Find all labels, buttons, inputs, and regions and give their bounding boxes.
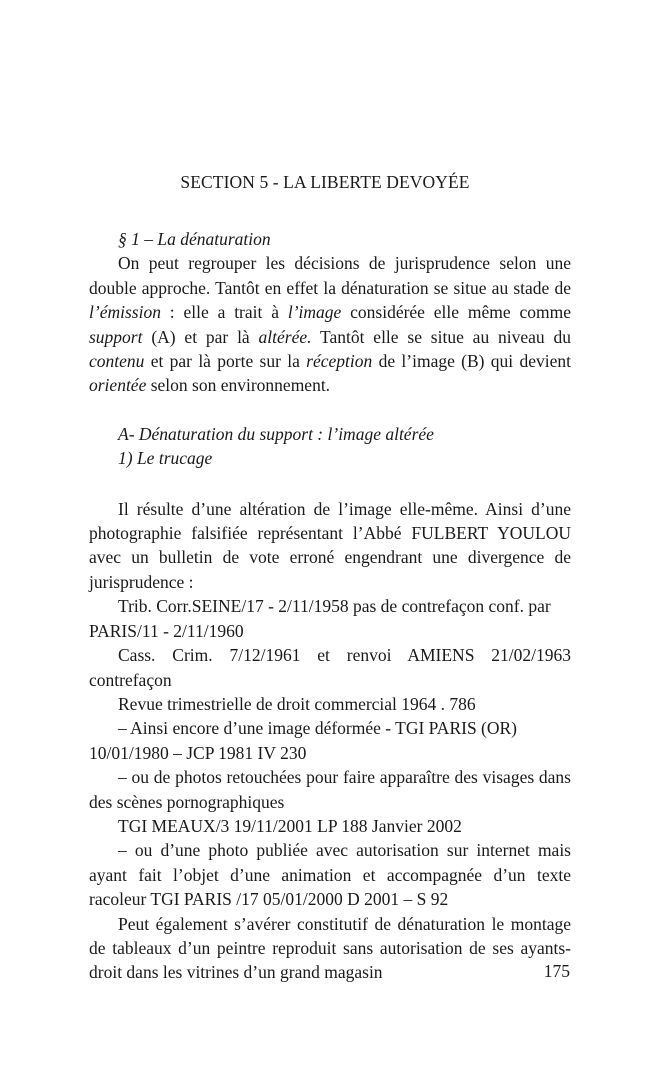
text-span: et par là porte sur la bbox=[144, 351, 307, 372]
citation-revue: Revue trimestrielle de droit commercial 1964 . 786 bbox=[118, 693, 476, 714]
paragraph-approach bbox=[89, 251, 571, 397]
subheading-a: A- Dénaturation du support : l’image altérée bbox=[118, 423, 434, 444]
emphasis: orientée bbox=[89, 375, 147, 396]
paragraph-ainsi: – Ainsi encore d’une image déformée - TGI PARIS (OR) 10/01/1980 – JCP 1981 IV 230 bbox=[89, 718, 518, 763]
paragraph-intro: Il résulte d’une altération de l’image elle-même. Ainsi d’une photographie falsifiée représentant l’Abbé FULBERT YOULOU avec un bulletin de vote erroné engendrant une divergence de jurisprudence : bbox=[89, 498, 571, 592]
paragraph-photo-internet: – ou d’une photo publiée avec autorisation sur internet mais ayant fait l’objet d’une animation et accompagnée d’un texte racoleur TGI PARIS /17 05/01/2000 D 2001 – S 92 bbox=[89, 840, 571, 910]
citation-cass: Cass. Crim. 7/12/1961 et renvoi AMIENS 21/02/1963 contrefaçon bbox=[89, 645, 571, 690]
text-span: : elle a trait à bbox=[160, 302, 288, 323]
emphasis: l’émission bbox=[89, 302, 161, 323]
text-span: considérée elle même comme bbox=[341, 302, 571, 323]
emphasis: altérée. bbox=[258, 326, 312, 347]
citation-trib: Trib. Corr.SEINE/17 - 2/11/1958 pas de contrefaçon conf. par PARIS/11 - 2/11/1960 bbox=[89, 596, 551, 641]
emphasis: contenu bbox=[89, 351, 145, 372]
body-text bbox=[89, 227, 571, 985]
emphasis: support bbox=[89, 326, 143, 347]
subheading-1: 1) Le trucage bbox=[118, 448, 213, 469]
text-span: (A) et par là bbox=[142, 326, 259, 347]
paragraph-montage: Peut également s’avérer constitutif de dénaturation le montage de tableaux d’un peintre reproduit sans autorisation de ses ayants-droit dans les vitrines d’un grand magasin bbox=[89, 913, 571, 983]
text-span: On peut regrouper les décisions de jurisprudence selon une double approche. Tantôt en effet la dénaturation se situe au stade de bbox=[89, 253, 571, 298]
section-title: SECTION 5 - LA LIBERTE DEVOYÉE bbox=[180, 172, 470, 192]
text-span: selon son environnement. bbox=[146, 375, 331, 396]
emphasis: l’image bbox=[287, 302, 342, 323]
text-span: de l’image (B) qui devient bbox=[372, 351, 571, 372]
paragraph-photos: – ou de photos retouchées pour faire apparaître des visages dans des scènes pornographiques bbox=[89, 767, 571, 812]
emphasis: réception bbox=[306, 351, 373, 372]
text-span: Tantôt elle se situe au niveau du bbox=[311, 326, 571, 347]
citation-meaux: TGI MEAUX/3 19/11/2001 LP 188 Janvier 2002 bbox=[118, 815, 462, 836]
page-number: 175 bbox=[543, 961, 570, 981]
paragraph-heading: § 1 – La dénaturation bbox=[118, 229, 271, 249]
